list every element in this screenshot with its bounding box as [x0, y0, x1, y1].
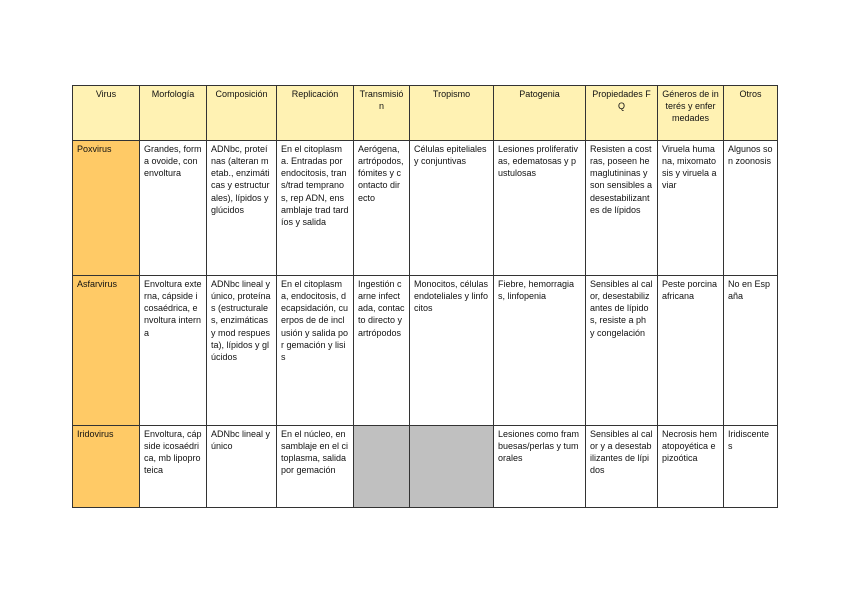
table-cell: Fiebre, hemorragias, linfopenia	[494, 276, 586, 426]
table-cell: Sensibles al calor, desestabilizantes de lípidos, resiste a ph y congelación	[586, 276, 658, 426]
header-cell: Transmisión	[354, 86, 410, 141]
table-cell: Necrosis hematopoyética epizoótica	[658, 426, 724, 508]
table-cell: En el citoplasma, endocitosis, decapsidación, cuerpos de de inclusión y salida por gemación y lisis	[277, 276, 354, 426]
table-cell: ADNbc lineal y único	[207, 426, 277, 508]
header-cell: Propiedades FQ	[586, 86, 658, 141]
row-header-poxvirus: Poxvirus	[73, 141, 140, 276]
table-cell: ADNbc, proteínas (alteran metab., enzimáticas y estructurales), lípidos y glúcidos	[207, 141, 277, 276]
virus-comparison-table	[72, 85, 778, 508]
header-cell: Virus	[73, 86, 140, 141]
table-cell: Células epiteliales y conjuntivas	[410, 141, 494, 276]
empty-cell	[354, 426, 410, 508]
table-cell: Aerógena, artrópodos, fómites y contacto directo	[354, 141, 410, 276]
table-cell: Ingestión carne infectada, contacto directo y artrópodos	[354, 276, 410, 426]
header-cell: Géneros de interés y enfermedades	[658, 86, 724, 141]
table-cell: Lesiones como frambuesas/perlas y tumorales	[494, 426, 586, 508]
table-cell: En el núcleo, ensamblaje en el citoplasma, salida por gemación	[277, 426, 354, 508]
table-header-row	[73, 86, 778, 141]
table-cell: Algunos son zoonosis	[724, 141, 778, 276]
table-cell: Sensibles al calor y a desestabilizantes de lípidos	[586, 426, 658, 508]
table-cell: Viruela humana, mixomatosis y viruela aviar	[658, 141, 724, 276]
table-cell: Lesiones proliferativas, edematosas y pustulosas	[494, 141, 586, 276]
table-row	[73, 141, 778, 276]
table-cell: Envoltura externa, cápside icosaédrica, envoltura interna	[140, 276, 207, 426]
header-cell: Patogenia	[494, 86, 586, 141]
row-header-iridovirus: Iridovirus	[73, 426, 140, 508]
table-row	[73, 276, 778, 426]
table-cell: Monocitos, células endoteliales y linfocitos	[410, 276, 494, 426]
table-cell: No en España	[724, 276, 778, 426]
table-cell: ADNbc lineal y único, proteínas (estructurales, enzimáticas y mod respuesta), lípidos y glúcidos	[207, 276, 277, 426]
table-cell: Iridiscentes	[724, 426, 778, 508]
table-cell: En el citoplasma. Entradas por endocitosis, trans/trad tempranos, rep ADN, ensamblaje trad tardíos y salida	[277, 141, 354, 276]
table-cell: Resisten a costras, poseen hemaglutininas y son sensibles a desestabilizantes de lípidos	[586, 141, 658, 276]
table-row	[73, 426, 778, 508]
header-cell: Composición	[207, 86, 277, 141]
header-cell: Morfología	[140, 86, 207, 141]
table-cell: Peste porcina africana	[658, 276, 724, 426]
header-cell: Otros	[724, 86, 778, 141]
row-header-asfarvirus: Asfarvirus	[73, 276, 140, 426]
header-cell: Tropismo	[410, 86, 494, 141]
table-cell: Envoltura, cápside icosaédrica, mb lipoproteica	[140, 426, 207, 508]
empty-cell	[410, 426, 494, 508]
table-cell: Grandes, forma ovoide, con envoltura	[140, 141, 207, 276]
header-cell: Replicación	[277, 86, 354, 141]
